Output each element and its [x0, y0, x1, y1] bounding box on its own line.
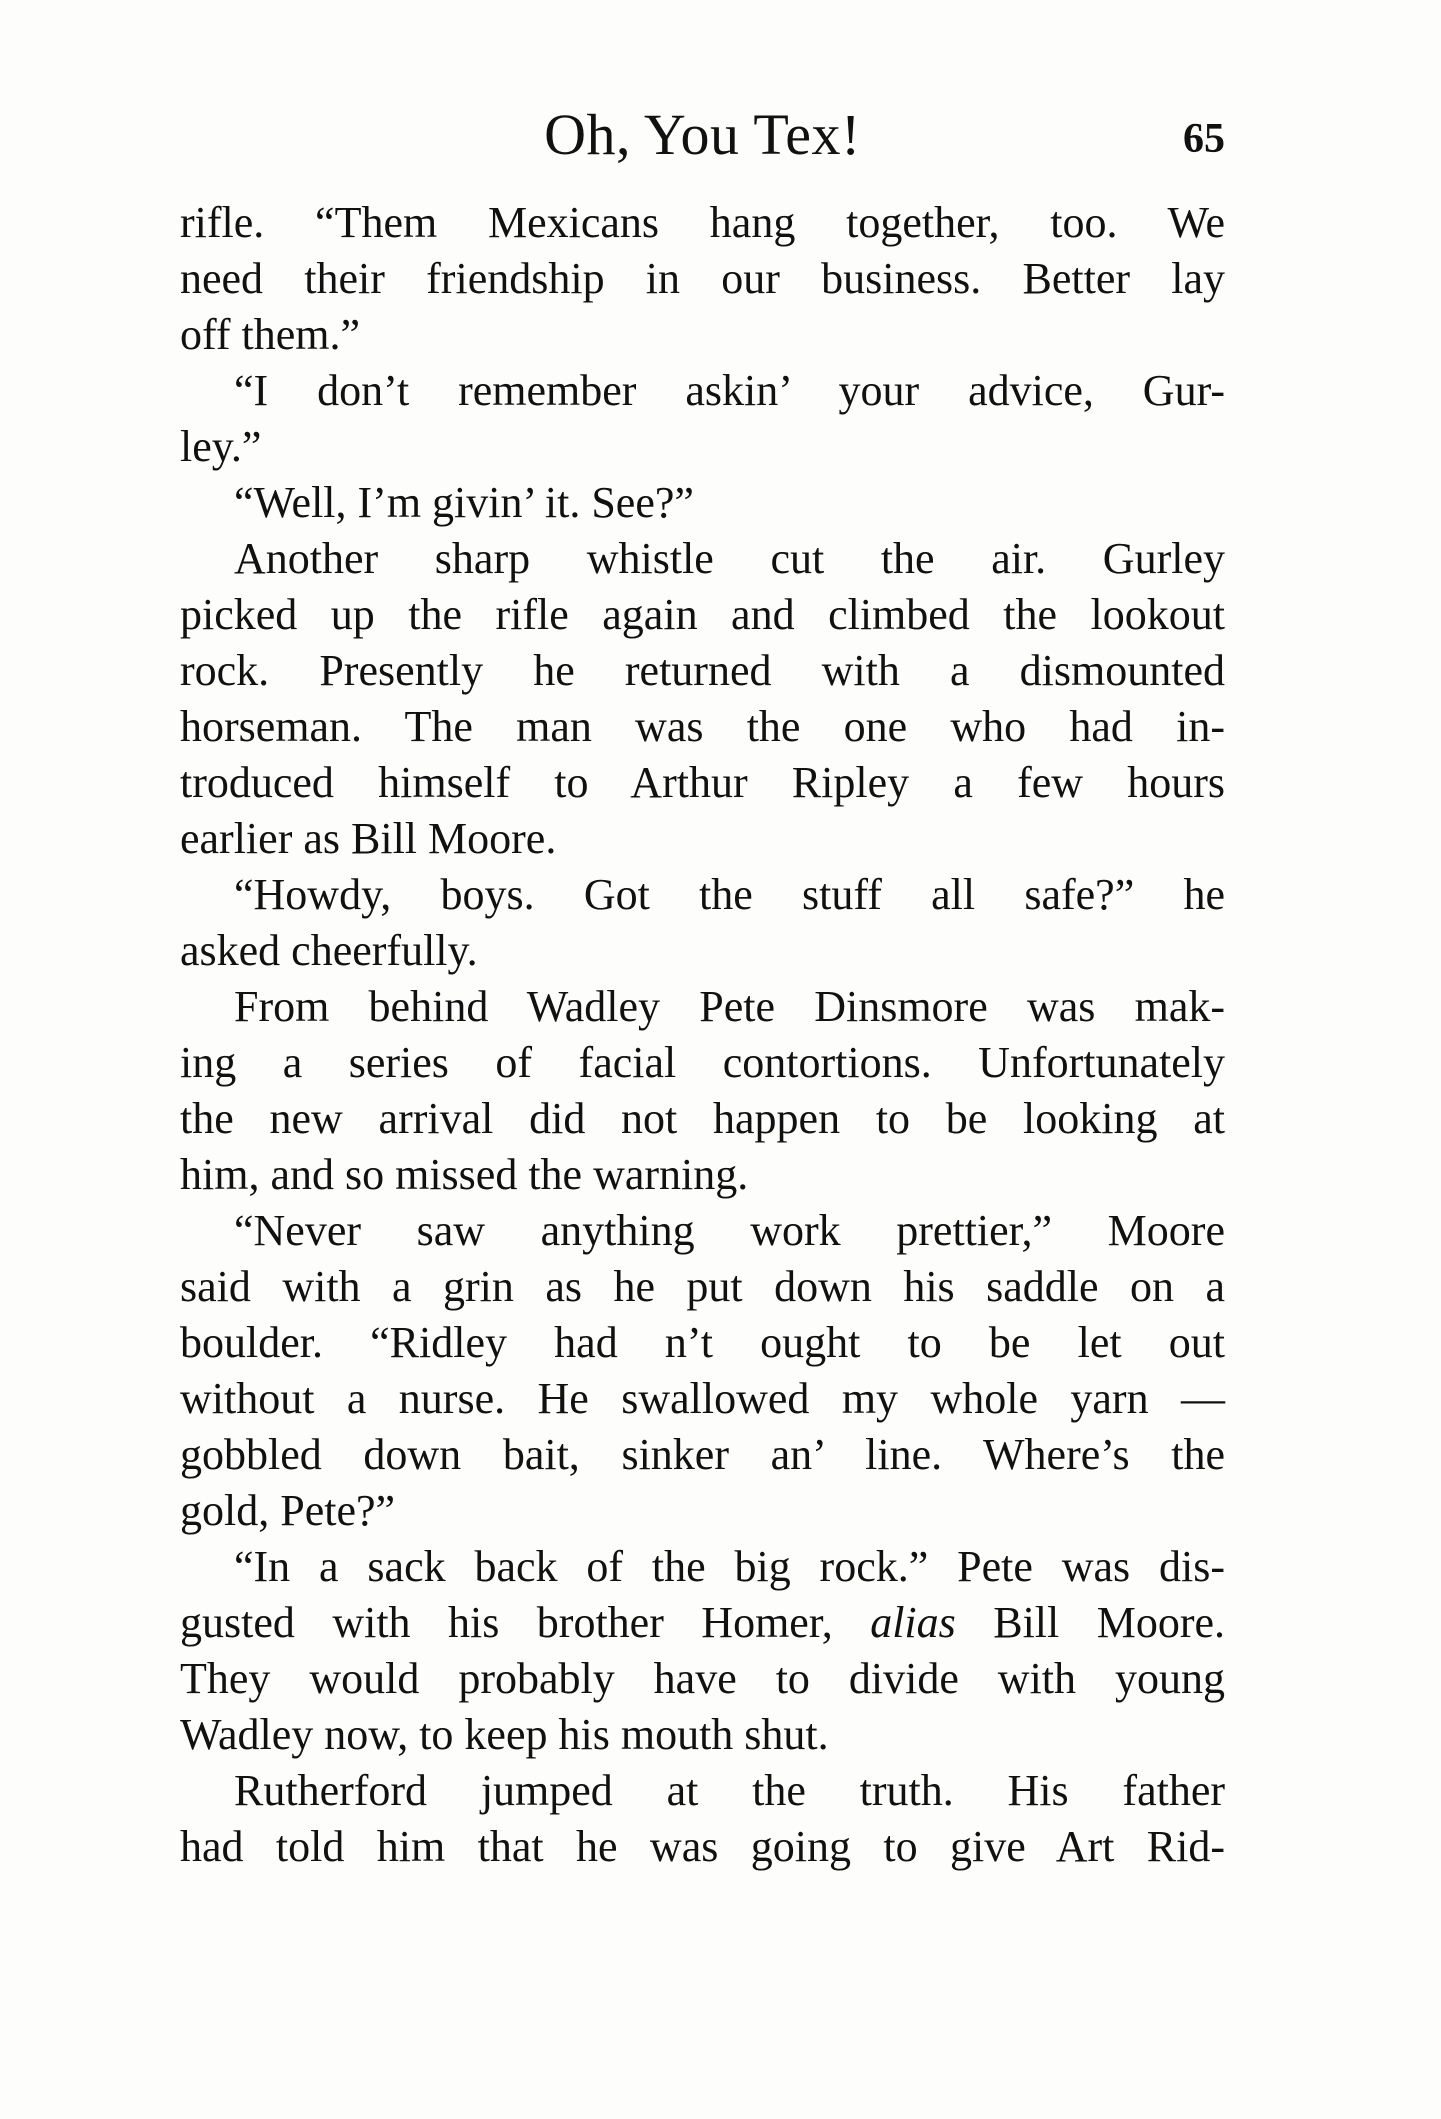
text-line: boulder. “Ridley had n’t ought to be let out [180, 1318, 1225, 1367]
text-line: They would probably have to divide with young [180, 1654, 1225, 1703]
body-text [180, 195, 1225, 1875]
text-line: “Never saw anything work prettier,” Moore [234, 1206, 1225, 1255]
text-line: Another sharp whistle cut the air. Gurley [234, 534, 1225, 583]
text-line: “Well, I’m givin’ it. See?” [234, 478, 694, 527]
text-line: said with a grin as he put down his saddle on a [180, 1262, 1225, 1311]
page-number: 65 [1183, 116, 1225, 162]
text-line: horseman. The man was the one who had in- [180, 702, 1225, 751]
text-line: Rutherford jumped at the truth. His father [234, 1766, 1225, 1815]
text-line: had told him that he was going to give Art Rid- [180, 1822, 1225, 1871]
text-line: “Howdy, boys. Got the stuff all safe?” he [234, 870, 1225, 919]
text-line: troduced himself to Arthur Ripley a few hours [180, 758, 1225, 807]
text-line: the new arrival did not happen to be looking at [180, 1094, 1225, 1143]
text-line: Wadley now, to keep his mouth shut. [180, 1710, 829, 1759]
text-line: without a nurse. He swallowed my whole yarn — [180, 1374, 1225, 1423]
text-line: ing a series of facial contortions. Unfortunately [180, 1038, 1225, 1087]
text-line: “I don’t remember askin’ your advice, Gur- [234, 366, 1225, 415]
text-line: gold, Pete?” [180, 1486, 396, 1535]
text-line: “In a sack back of the big rock.” Pete was dis- [234, 1542, 1225, 1591]
text-line: off them.” [180, 310, 361, 359]
running-title: Oh, You Tex! [544, 102, 861, 167]
text-line: asked cheerfully. [180, 926, 478, 975]
text-line: gusted with his brother Homer, alias Bill Moore. [180, 1598, 1225, 1647]
text-line: picked up the rifle again and climbed the lookout [180, 590, 1225, 639]
text-line: gobbled down bait, sinker an’ line. Where’s the [180, 1430, 1225, 1479]
text-line: rock. Presently he returned with a dismounted [180, 646, 1225, 695]
text-line: him, and so missed the warning. [180, 1150, 749, 1199]
text-line: rifle. “Them Mexicans hang together, too. We [180, 198, 1225, 247]
text-line: ley.” [180, 422, 262, 471]
running-head [180, 100, 1225, 170]
text-line: earlier as Bill Moore. [180, 814, 557, 863]
text-line: need their friendship in our business. Better lay [180, 254, 1225, 303]
text-line: From behind Wadley Pete Dinsmore was mak- [234, 982, 1225, 1031]
